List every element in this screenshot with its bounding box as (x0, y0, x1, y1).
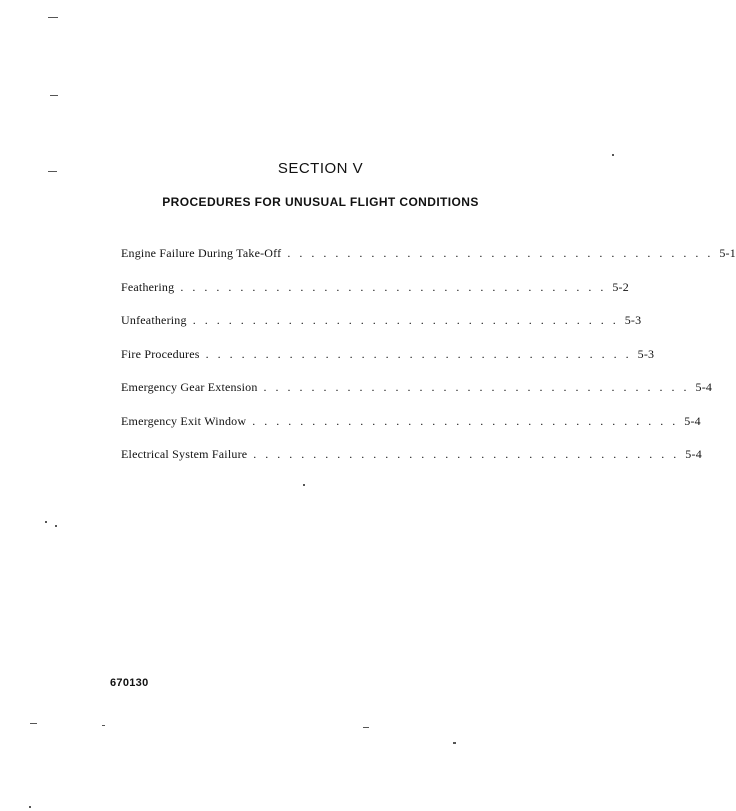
toc-entry-page: 5-2 (612, 279, 629, 294)
dot-leader: .................................... (253, 447, 686, 461)
toc-entry-title: Emergency Exit Window (121, 413, 247, 428)
toc-entry (121, 447, 702, 481)
toc-entry-page: 5-4 (684, 413, 701, 428)
toc-entry (121, 413, 701, 448)
toc-entry (121, 313, 642, 347)
toc-entry-title: Fire Procedures (121, 346, 200, 361)
scan-mark (102, 725, 105, 726)
dot-leader: .................................... (252, 413, 685, 428)
scan-mark (363, 727, 369, 728)
scan-mark (303, 484, 305, 486)
dot-leader: .................................... (263, 380, 696, 394)
toc-entry-title: Feathering (121, 279, 175, 294)
section-title: SECTION V (277, 160, 364, 177)
toc-entry (121, 279, 629, 314)
dot-leader: .................................... (192, 313, 625, 327)
toc-entry-title: Unfeathering (121, 313, 187, 327)
scan-mark (29, 806, 31, 808)
toc-entry-title: Electrical System Failure (121, 447, 248, 461)
scan-mark (45, 521, 47, 523)
toc-entry-page: 5-4 (685, 447, 702, 461)
toc-entry-page: 5-3 (637, 346, 655, 361)
scan-mark (50, 95, 58, 96)
dot-leader: .................................... (180, 279, 613, 294)
section-subtitle: PROCEDURES FOR UNUSUAL FLIGHT CONDITIONS (162, 195, 479, 209)
document-number: 670130 (110, 677, 149, 689)
toc-entry-page: 5-3 (624, 313, 642, 327)
toc-entry-page: 5-1 (719, 246, 736, 260)
toc-entry (121, 246, 736, 280)
toc-entry (121, 380, 713, 414)
table-of-contents (121, 246, 736, 481)
scan-mark (453, 742, 456, 744)
toc-entry-title: Engine Failure During Take-Off (121, 246, 282, 260)
scan-mark (30, 723, 37, 724)
toc-entry-title: Emergency Gear Extension (121, 380, 258, 394)
toc-entry (121, 346, 655, 381)
scan-mark (48, 17, 58, 18)
scan-mark (612, 154, 614, 156)
dot-leader: .................................... (205, 346, 638, 361)
dot-leader: .................................... (287, 246, 720, 260)
toc-entry-page: 5-4 (695, 380, 713, 394)
scan-mark (55, 525, 57, 527)
